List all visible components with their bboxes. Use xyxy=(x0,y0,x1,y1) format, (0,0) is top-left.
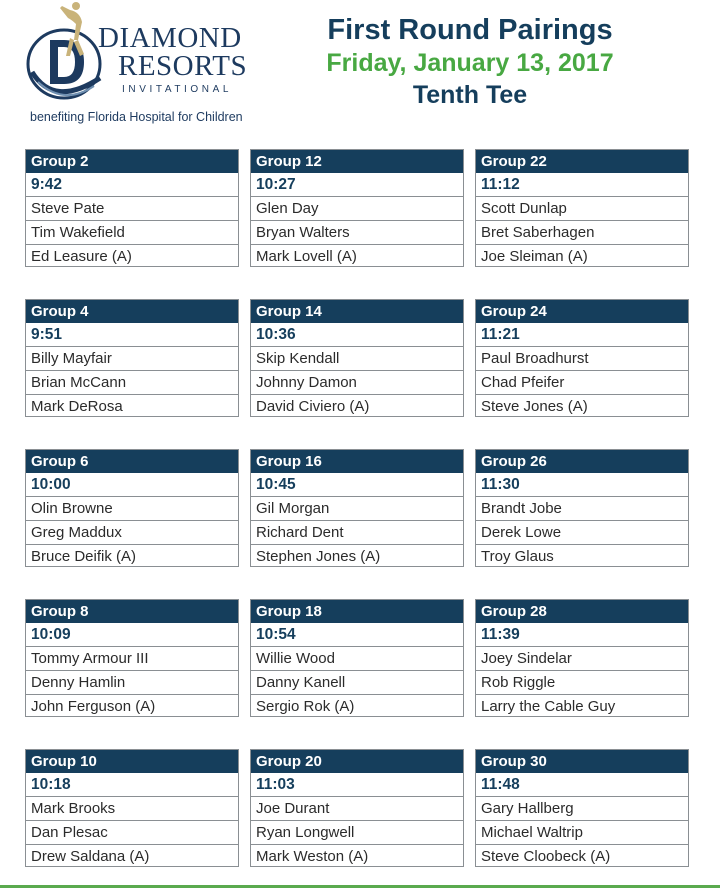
group-card xyxy=(475,749,689,867)
group-label: Group 30 xyxy=(476,750,688,773)
group-card xyxy=(475,299,689,417)
group-label: Group 12 xyxy=(251,150,463,173)
player-name: Steve Cloobeck (A) xyxy=(481,848,611,865)
player-name: Steve Jones (A) xyxy=(481,398,588,415)
tee-label: Tenth Tee xyxy=(412,81,528,109)
tee-time: 10:09 xyxy=(26,623,238,647)
player-name: Paul Broadhurst xyxy=(476,347,688,371)
tournament-logo xyxy=(24,0,264,130)
player-name: Danny Kanell xyxy=(251,671,463,695)
player-name: Glen Day xyxy=(251,197,463,221)
player-name: Larry the Cable Guy xyxy=(481,698,616,715)
tee-time: 9:42 xyxy=(26,173,238,197)
player-name: Billy Mayfair xyxy=(26,347,238,371)
event-date: Friday, January 13, 2017 xyxy=(326,49,614,77)
group-card xyxy=(25,449,239,567)
group-label: Group 8 xyxy=(26,600,238,623)
group-label: Group 20 xyxy=(251,750,463,773)
player-name: Joe Durant xyxy=(251,797,463,821)
player-name: Mark DeRosa xyxy=(31,398,123,415)
tee-time: 10:36 xyxy=(251,323,463,347)
tee-time: 10:45 xyxy=(251,473,463,497)
player-name: Chad Pfeifer xyxy=(476,371,688,395)
player-name: Greg Maddux xyxy=(26,521,238,545)
tee-time: 10:18 xyxy=(26,773,238,797)
diamond-d-logo-icon xyxy=(24,0,124,110)
brand-line-3: INVITATIONAL xyxy=(122,84,233,95)
brand-line-2: RESORTS xyxy=(118,50,248,82)
tee-time: 11:12 xyxy=(476,173,688,197)
player-name: Bryan Walters xyxy=(251,221,463,245)
brand-line-1: DIAMOND xyxy=(98,22,242,54)
tee-time: 10:54 xyxy=(251,623,463,647)
group-card xyxy=(475,149,689,267)
player-name: Skip Kendall xyxy=(251,347,463,371)
group-label: Group 4 xyxy=(26,300,238,323)
group-card xyxy=(25,299,239,417)
player-name: Tim Wakefield xyxy=(26,221,238,245)
tee-time: 11:48 xyxy=(476,773,688,797)
player-name: Tommy Armour III xyxy=(26,647,238,671)
player-name: John Ferguson (A) xyxy=(31,698,156,715)
group-card xyxy=(25,749,239,867)
player-name: Willie Wood xyxy=(251,647,463,671)
player-name: David Civiero (A) xyxy=(256,398,370,415)
player-name: Dan Plesac xyxy=(26,821,238,845)
player-name: Derek Lowe xyxy=(476,521,688,545)
player-name: Joe Sleiman (A) xyxy=(481,248,588,265)
player-name: Mark Lovell (A) xyxy=(256,248,357,265)
tee-time: 11:03 xyxy=(251,773,463,797)
group-label: Group 6 xyxy=(26,450,238,473)
pairings-grid xyxy=(25,149,690,867)
player-name: Denny Hamlin xyxy=(26,671,238,695)
group-card xyxy=(25,149,239,267)
group-label: Group 22 xyxy=(476,150,688,173)
player-name: Rob Riggle xyxy=(476,671,688,695)
player-name: Troy Glaus xyxy=(481,548,554,565)
player-name: Scott Dunlap xyxy=(476,197,688,221)
player-name: Steve Pate xyxy=(26,197,238,221)
player-name: Bret Saberhagen xyxy=(476,221,688,245)
group-card xyxy=(250,599,464,717)
player-name: Ryan Longwell xyxy=(251,821,463,845)
tee-time: 11:39 xyxy=(476,623,688,647)
player-name: Joey Sindelar xyxy=(476,647,688,671)
player-name: Johnny Damon xyxy=(251,371,463,395)
group-label: Group 2 xyxy=(26,150,238,173)
page-title: First Round Pairings xyxy=(327,14,613,46)
player-name: Brian McCann xyxy=(26,371,238,395)
tee-time: 9:51 xyxy=(26,323,238,347)
group-label: Group 16 xyxy=(251,450,463,473)
tee-time: 11:30 xyxy=(476,473,688,497)
player-name: Olin Browne xyxy=(26,497,238,521)
player-name: Bruce Deifik (A) xyxy=(31,548,137,565)
tagline: benefiting Florida Hospital for Children xyxy=(30,110,243,124)
tee-time: 10:00 xyxy=(26,473,238,497)
player-name: Richard Dent xyxy=(251,521,463,545)
group-label: Group 14 xyxy=(251,300,463,323)
player-name: Sergio Rok (A) xyxy=(256,698,355,715)
group-label: Group 26 xyxy=(476,450,688,473)
group-card xyxy=(250,149,464,267)
group-card xyxy=(250,299,464,417)
group-card xyxy=(475,449,689,567)
player-name: Gary Hallberg xyxy=(476,797,688,821)
player-name: Mark Weston (A) xyxy=(256,848,369,865)
group-card xyxy=(250,749,464,867)
group-card xyxy=(475,599,689,717)
player-name: Gil Morgan xyxy=(251,497,463,521)
group-label: Group 28 xyxy=(476,600,688,623)
player-name: Brandt Jobe xyxy=(476,497,688,521)
group-label: Group 24 xyxy=(476,300,688,323)
player-name: Ed Leasure (A) xyxy=(31,248,132,265)
group-card xyxy=(250,449,464,567)
footer-divider xyxy=(0,885,720,888)
group-card xyxy=(25,599,239,717)
player-name: Stephen Jones (A) xyxy=(256,548,381,565)
player-name: Drew Saldana (A) xyxy=(31,848,150,865)
group-label: Group 18 xyxy=(251,600,463,623)
player-name: Mark Brooks xyxy=(26,797,238,821)
group-label: Group 10 xyxy=(26,750,238,773)
title-block xyxy=(300,12,640,112)
player-name: Michael Waltrip xyxy=(476,821,688,845)
tee-time: 11:21 xyxy=(476,323,688,347)
tee-time: 10:27 xyxy=(251,173,463,197)
